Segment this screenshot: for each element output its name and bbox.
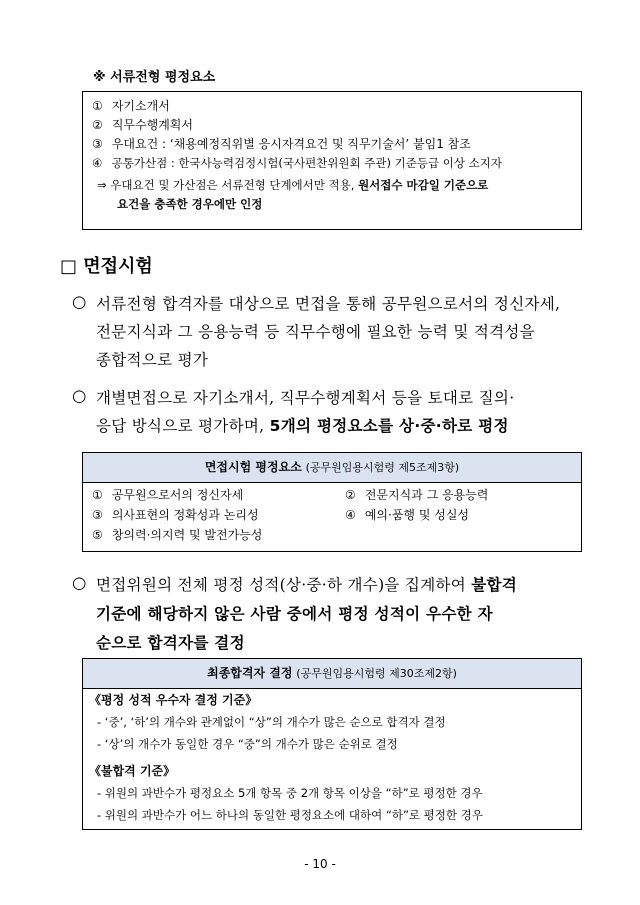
sec2-title: 《불합격 기준》 (89, 764, 176, 778)
interview-criteria-box (82, 452, 582, 552)
doc-item-1: ① 자기소개서 (92, 99, 170, 113)
doc-criteria-box (82, 91, 582, 230)
doc-item-4: ④ 공통가산점 : 한국사능력검정시험(국사편찬위원회 주관) 기준등급 이상 소지자 (92, 156, 502, 170)
interview-item-5: ⑤ 창의력·의지력 및 발전가능성 (92, 528, 263, 542)
final-line3: 순으로 합격자를 결정 (96, 634, 245, 652)
final-decision-box (82, 658, 582, 830)
sec2-item-1: - 위원의 과반수가 평정요소 5개 항목 중 2개 항목 이상을 “하”로 평정한 경우 (97, 786, 483, 800)
doc-item-3: ③ 우대요건 : ‘채용예정직위별 응시자격요건 및 직무기술서’ 붙임1 참조 (92, 137, 471, 151)
final-decision-header: 최종합격자 결정 (공무원임용시험령 제30조제2항) (83, 659, 581, 689)
para2-line1: 개별면접으로 자기소개서, 직무수행계획서 등을 토대로 질의· (96, 389, 515, 407)
interview-item-2: ② 전문지식과 그 응용능력 (345, 488, 489, 502)
interview-item-1: ① 공무원으로서의 정신자세 (92, 488, 244, 502)
para2-line2: 응답 방식으로 평가하며, 5개의 평정요소를 상·중·하로 평정 (96, 417, 509, 435)
doc-note: ⇒ 우대요건 및 가산점은 서류전형 단계에서만 적용, 원서접수 마감일 기준으로 (97, 178, 489, 192)
para1-line1: 서류전형 합격자를 대상으로 면접을 통해 공무원으로서의 정신자세, (96, 295, 561, 313)
interview-criteria-header: 면접시험 평정요소 (공무원임용시험령 제5조제3항) (83, 453, 581, 483)
sec1-item-1: - ‘중’, ‘하’의 개수와 관계없이 “상”의 개수가 많은 순으로 합격자 결정 (97, 715, 446, 729)
final-line1: 면접위원의 전체 평정 성적(상·중·하 개수)을 집계하여 불합격 (96, 576, 518, 594)
doc-note-cont: 요건을 충족한 경우에만 인정 (117, 197, 263, 211)
final-bullet: ○ (72, 573, 87, 592)
sec2-item-2: - 위원의 과반수가 어느 하나의 동일한 평정요소에 대하여 “하”로 평정한 경우 (97, 808, 483, 822)
interview-item-4: ④ 예의·품행 및 성실성 (345, 508, 470, 522)
para1-bullet: ○ (72, 292, 87, 311)
arrow-icon: ⇒ (97, 178, 107, 192)
para2-bullet: ○ (72, 386, 87, 405)
page-number: - 10 - (304, 857, 336, 871)
final-line2: 기준에 해당하지 않은 사람 중에서 평정 성적이 우수한 자 (96, 605, 493, 623)
para1-line2: 전문지식과 그 응용능력 등 직무수행에 필요한 능력 및 적격성을 (96, 323, 535, 341)
doc-item-2: ② 직무수행계획서 (92, 118, 193, 132)
sec1-item-2: - ‘상’의 개수가 동일한 경우 “중”의 개수가 많은 순위로 결정 (97, 737, 398, 751)
sec1-title: 《평정 성적 우수자 결정 기준》 (89, 693, 258, 707)
para1-line3: 종합적으로 평가 (96, 351, 209, 369)
doc-criteria-title: ※ 서류전형 평정요소 (93, 70, 216, 85)
interview-item-3: ③ 의사표현의 정확성과 논리성 (92, 508, 259, 522)
section-heading-interview: □ 면접시험 (60, 256, 153, 277)
